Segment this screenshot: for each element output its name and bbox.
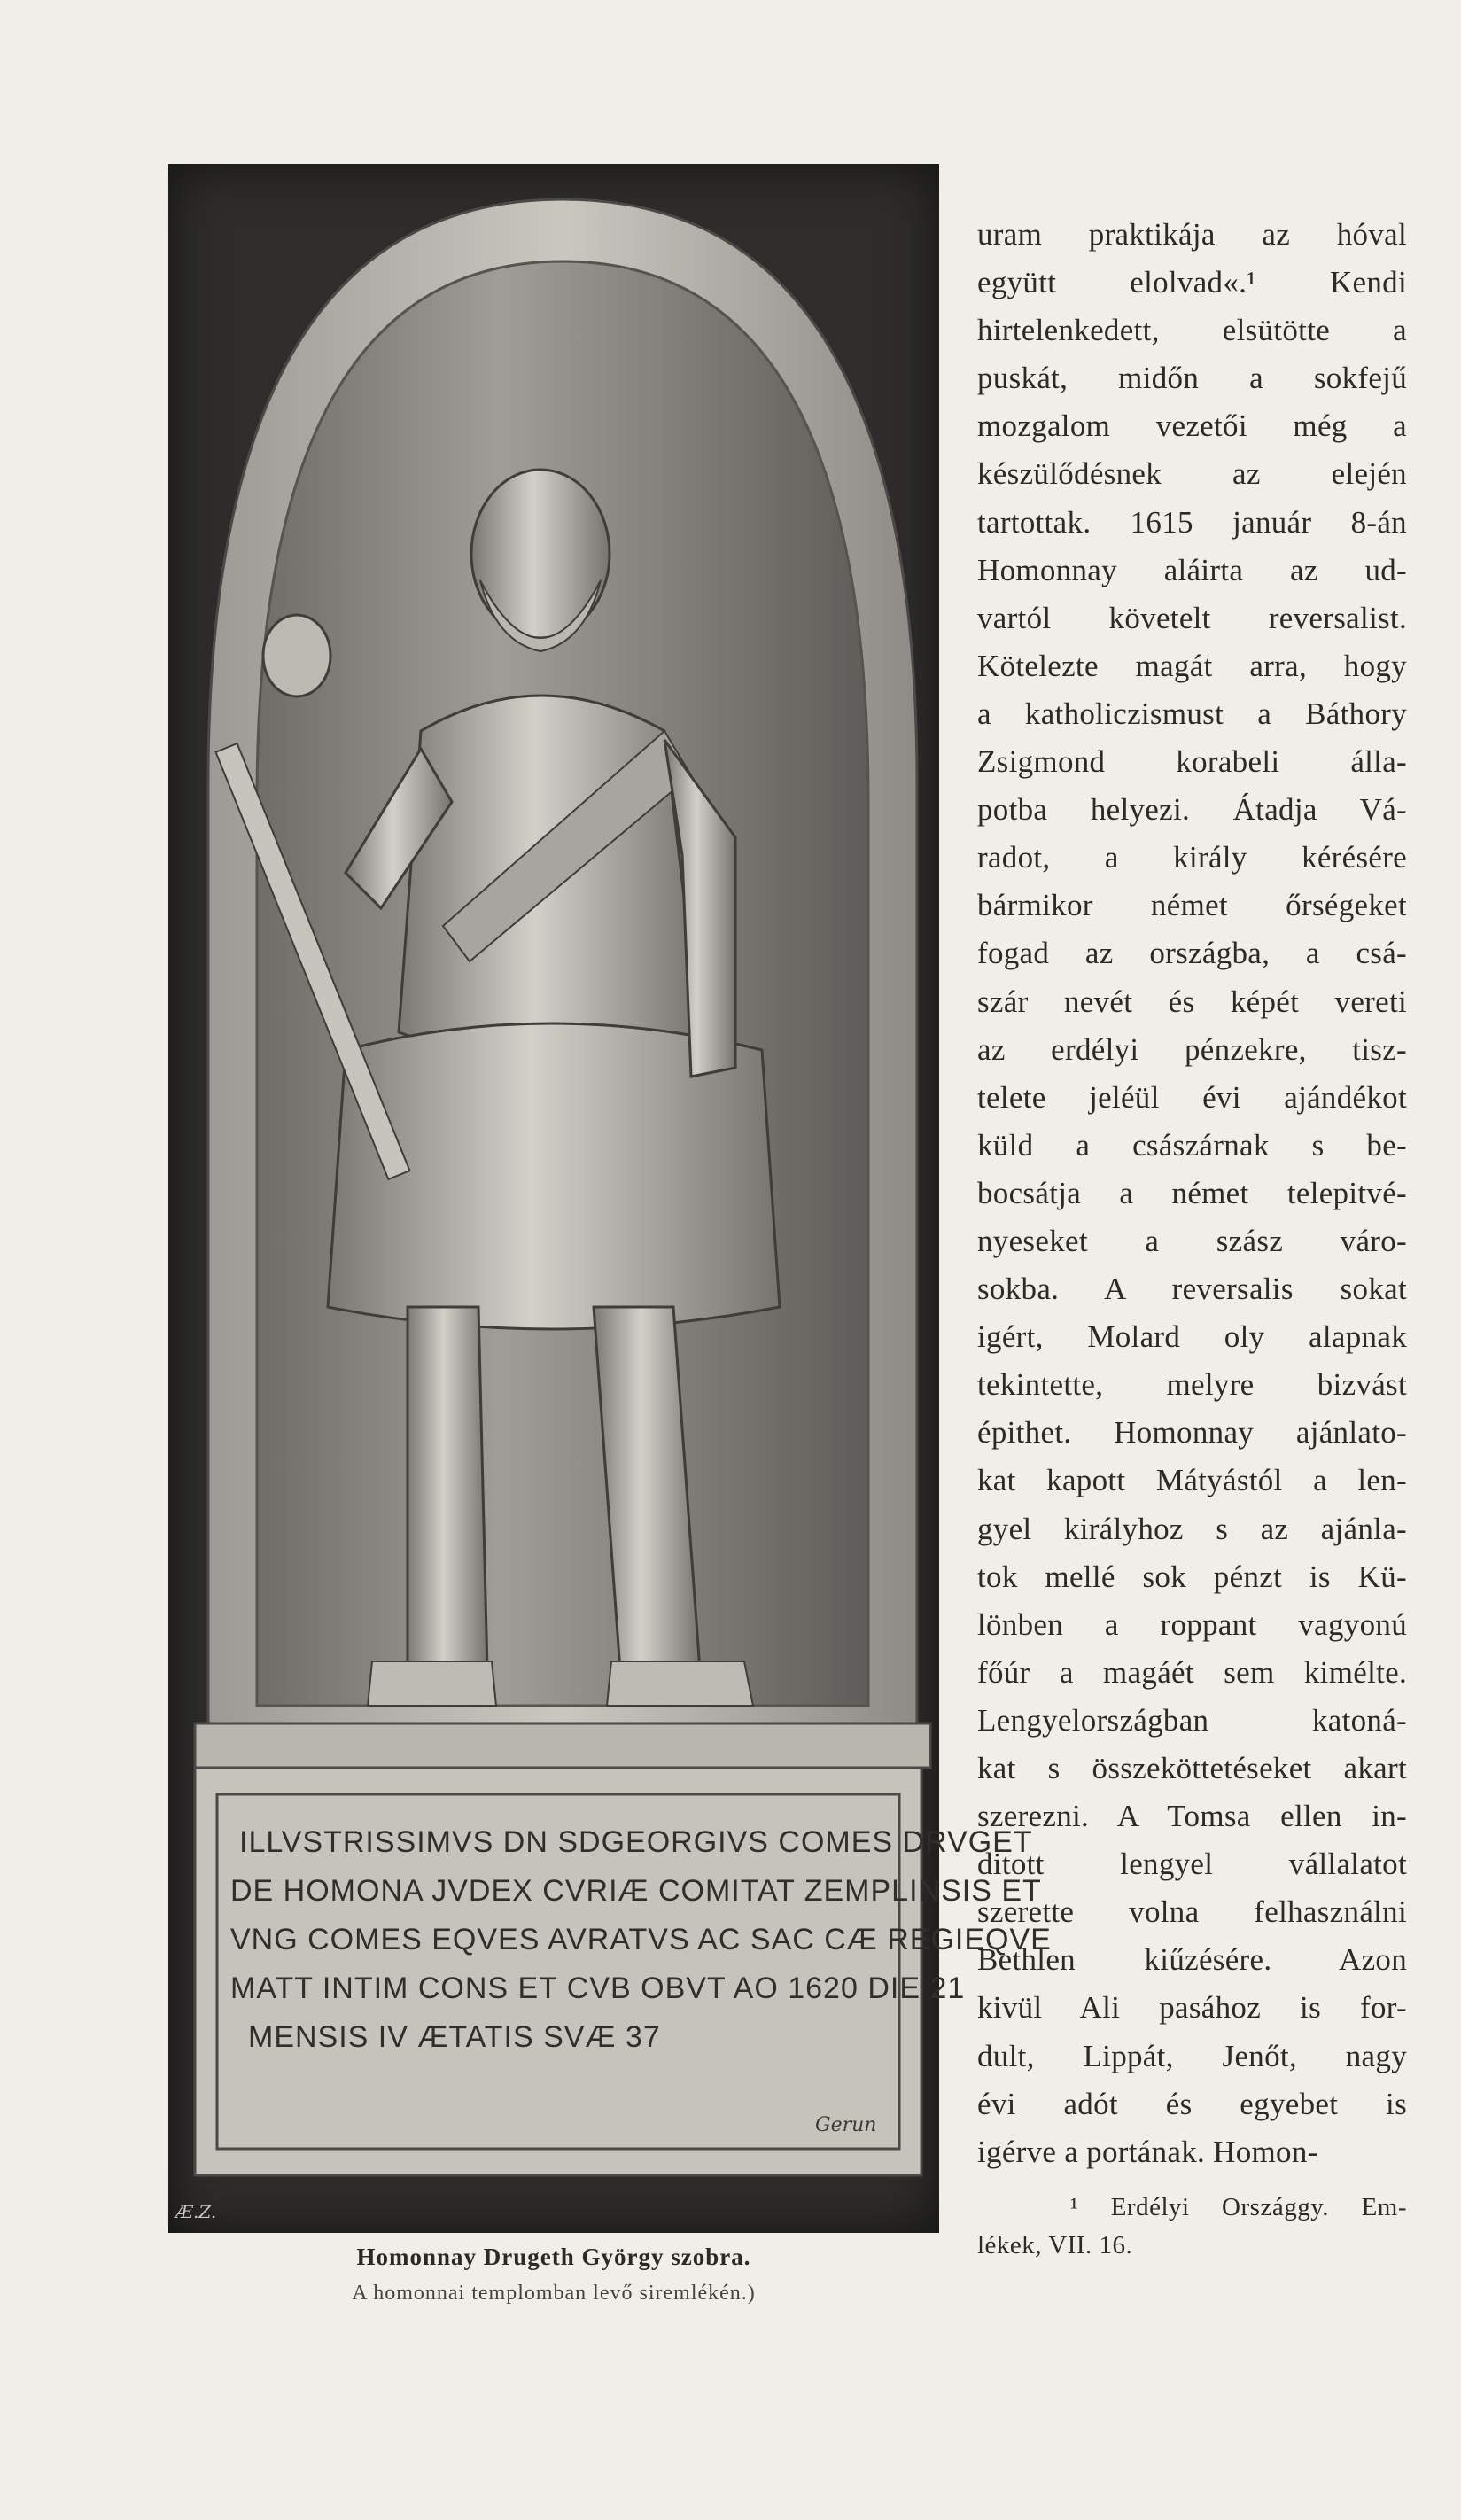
inscription-line: MATT INTIM CONS ET CVB OBVT AO 1620 DIE 21 [230, 1972, 966, 2005]
body-text-line: ditott lengyel vállalatot [977, 1847, 1407, 1882]
body-text-line: tok mellé sok pénzt is Kü- [977, 1559, 1407, 1594]
figure-caption [168, 2244, 939, 2306]
body-text-line: dult, Lippát, Jenőt, nagy [977, 2038, 1407, 2073]
footnote [977, 2189, 1407, 2265]
footnote-line: ¹ Erdélyi Országgy. Em- [1070, 2193, 1407, 2221]
inscription-line: VNG COMES EQVES AVRATVS AC SAC CÆ REGIEQVE [230, 1923, 1052, 1956]
footnote-line: lékek, VII. 16. [977, 2231, 1133, 2259]
body-text-line: szár nevét és képét vereti [977, 984, 1407, 1019]
body-text-line: készülődésnek az elején [977, 456, 1407, 492]
body-text-line: radot, a király kérésére [977, 840, 1407, 875]
body-text-line: szerezni. A Tomsa ellen in- [977, 1799, 1407, 1834]
body-text-line: együtt elolvad«.¹ Kendi [977, 265, 1407, 300]
body-text-line: gyel királyhoz s az ajánla- [977, 1511, 1407, 1546]
body-text-line: főúr a magáét sem kimélte. [977, 1654, 1407, 1690]
body-text-line: potba helyezi. Átadja Vá- [977, 792, 1407, 828]
caption-subtitle: A homonnai templomban levő siremlékén.) [352, 2282, 756, 2305]
artist-signature: Gerun [815, 2114, 877, 2136]
inscription-line: DE HOMONA JVDEX CVRIÆ COMITAT ZEMPLINSIS ET [230, 1874, 1042, 1908]
statue-illustration [168, 164, 1052, 2233]
body-text-line: Homonnay aláirta az ud- [977, 552, 1407, 587]
body-text-line: mozgalom vezetői még a [977, 408, 1407, 444]
body-text-line: kat s összeköttetéseket akart [977, 1751, 1407, 1785]
body-text-line: Lengyelországban katoná- [977, 1702, 1407, 1738]
body-text-line: sokba. A reversalis sokat [977, 1272, 1407, 1307]
body-text-line: Zsigmond korabeli álla- [977, 744, 1407, 780]
engraver-mark: Æ.Z. [175, 2201, 217, 2222]
inscription-line: ILLVSTRISSIMVS DN SDGEORGIVS COMES DRVGET [239, 1825, 1033, 1859]
body-text-line: a katholiczismust a Báthory [977, 696, 1407, 731]
body-text-line: igérve a portának. Homon- [977, 2134, 1318, 2169]
body-text-line: nyeseket a szász váro- [977, 1223, 1407, 1258]
body-text-line: telete jeléül évi ajándékot [977, 1079, 1407, 1115]
tomb-relief-image [168, 164, 1052, 2233]
body-text-column [977, 211, 1407, 2176]
caption-title: Homonnay Drugeth György szobra. [356, 2244, 751, 2270]
body-text-line: puskát, midőn a sokfejű [977, 361, 1407, 396]
body-text-line: küld a császárnak s be- [977, 1127, 1407, 1163]
body-text-line: bármikor német őrségeket [977, 888, 1407, 923]
body-text-line: szerette volna felhasználni [977, 1894, 1407, 1930]
body-text-line: kivül Ali pasához is for- [977, 1990, 1407, 2026]
body-text-line: Kötelezte magát arra, hogy [977, 648, 1407, 683]
inscription-line: MENSIS IV ÆTATIS SVÆ 37 [248, 2020, 661, 2054]
body-text-line: kat kapott Mátyástól a len- [977, 1463, 1407, 1498]
body-text-line: hirtelenkedett, elsütötte a [977, 313, 1407, 348]
body-text-line: fogad az országba, a csá- [977, 936, 1407, 971]
body-text-line: bocsátja a német telepitvé- [977, 1175, 1407, 1210]
body-text-line: tartottak. 1615 január 8-án [977, 504, 1407, 540]
body-text-line: tekintette, melyre bizvást [977, 1367, 1407, 1403]
body-text-line: az erdélyi pénzekre, tisz- [977, 1031, 1407, 1067]
body-text-line: lönben a roppant vagyonú [977, 1606, 1407, 1642]
body-text-line: igért, Molard oly alapnak [977, 1319, 1407, 1355]
body-text-line: évi adót és egyebet is [977, 2086, 1407, 2121]
body-text-line: vartól követelt reversalist. [977, 600, 1407, 635]
body-text-line: uram praktikája az hóval [977, 217, 1407, 252]
body-text-line: Bethlen kiűzésére. Azon [977, 1942, 1407, 1978]
body-text-line: épithet. Homonnay ajánlato- [977, 1415, 1407, 1451]
